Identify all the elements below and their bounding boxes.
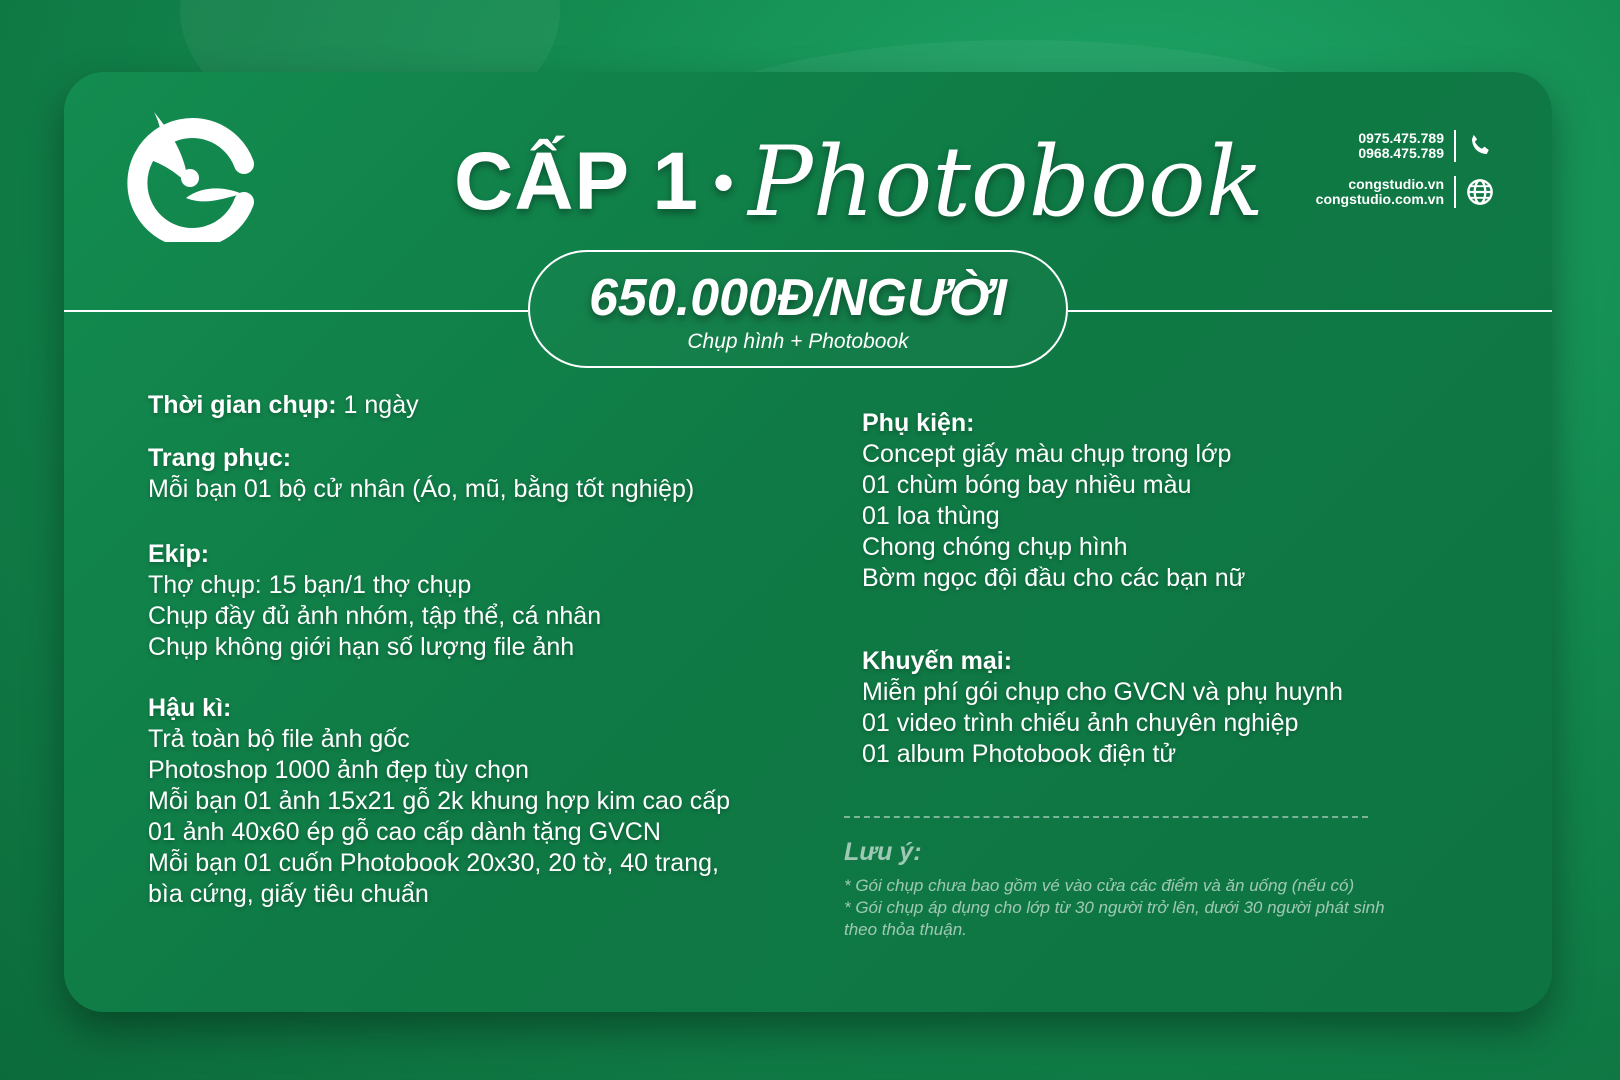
section-promo: [862, 646, 1482, 770]
phone-number-1: 0975.475.789: [1358, 130, 1444, 146]
website-1: congstudio.vn: [1348, 176, 1444, 192]
phone-numbers: [1358, 131, 1444, 161]
post-label: Hậu kì:: [148, 694, 232, 722]
studio-logo-icon: [124, 102, 264, 242]
price-badge: [528, 250, 1068, 368]
list-item: Concept giấy màu chụp trong lớp: [862, 440, 1232, 468]
list-item: Miễn phí gói chụp cho GVCN và phụ huynh: [862, 678, 1343, 706]
note-item: * Gói chụp chưa bao gồm vé vào cửa các điểm và ăn uống (nếu có): [844, 876, 1355, 895]
phone-icon: [1466, 132, 1494, 160]
list-item: Chong chóng chụp hình: [862, 533, 1128, 561]
price-line-left: [64, 310, 528, 312]
title-dot: •: [713, 148, 735, 216]
website-2: congstudio.com.vn: [1315, 191, 1444, 207]
time-value: 1 ngày: [336, 391, 419, 419]
list-item: Mỗi bạn 01 ảnh 15x21 gỗ 2k khung hợp kim cao cấp: [148, 787, 731, 815]
pricing-card: [64, 72, 1552, 1012]
contact-block: [1234, 130, 1494, 222]
list-item: 01 chùm bóng bay nhiều màu: [862, 471, 1192, 499]
list-item: Photoshop 1000 ảnh đẹp tùy chọn: [148, 756, 529, 784]
list-item: Chụp không giới hạn số lượng file ảnh: [148, 633, 575, 661]
list-item: 01 loa thùng: [862, 502, 1000, 530]
time-label: Thời gian chụp:: [148, 391, 337, 419]
accessories-label: Phụ kiện:: [862, 409, 975, 437]
contact-separator: [1454, 130, 1456, 162]
section-time: [148, 390, 788, 421]
right-column: [862, 408, 1482, 792]
costume-label: Trang phục:: [148, 444, 292, 472]
section-accessories: [862, 408, 1482, 594]
title-script: Photobook: [748, 126, 1264, 238]
notes-title: Lưu ý:: [844, 838, 922, 866]
section-costume: [148, 443, 788, 505]
list-item: Mỗi bạn 01 bộ cử nhân (Áo, mũ, bằng tốt nghiệp): [148, 475, 695, 503]
promo-label: Khuyến mại:: [862, 647, 1013, 675]
section-crew: [148, 539, 788, 663]
price-line-right: [1068, 310, 1552, 312]
websites: [1316, 177, 1444, 207]
title-level: CẤP 1: [454, 136, 700, 227]
list-item: Trả toàn bộ file ảnh gốc: [148, 725, 410, 753]
list-item: 01 ảnh 40x60 ép gỗ cao cấp dành tặng GVCN: [148, 818, 661, 846]
crew-label: Ekip:: [148, 540, 210, 568]
price-amount: 650.000Đ/NGƯỜI: [588, 269, 1007, 327]
section-post: [148, 693, 788, 910]
notes-block: [844, 838, 1464, 941]
globe-icon: [1466, 178, 1494, 206]
website-row: [1234, 176, 1494, 208]
list-item: Chụp đầy đủ ảnh nhóm, tập thể, cá nhân: [148, 602, 602, 630]
price-subtitle: Chụp hình + Photobook: [687, 330, 909, 353]
list-item: Mỗi bạn 01 cuốn Photobook 20x30, 20 tờ, 40 trang,: [148, 849, 719, 877]
phone-row: [1234, 130, 1494, 162]
list-item: Thợ chụp: 15 bạn/1 thợ chụp: [148, 571, 472, 599]
left-column: [148, 390, 788, 932]
list-item: Bờm ngọc đội đầu cho các bạn nữ: [862, 564, 1246, 592]
note-item: theo thỏa thuận.: [844, 920, 967, 939]
note-item: * Gói chụp áp dụng cho lớp từ 30 người trở lên, dưới 30 người phát sinh: [844, 898, 1385, 917]
package-title: [454, 112, 1264, 252]
contact-separator: [1454, 176, 1456, 208]
list-item: bìa cứng, giấy tiêu chuẩn: [148, 880, 429, 908]
phone-number-2: 0968.475.789: [1358, 145, 1444, 161]
list-item: 01 video trình chiếu ảnh chuyên nghiệp: [862, 709, 1299, 737]
list-item: 01 album Photobook điện tử: [862, 740, 1177, 768]
notes-divider: [844, 816, 1368, 818]
